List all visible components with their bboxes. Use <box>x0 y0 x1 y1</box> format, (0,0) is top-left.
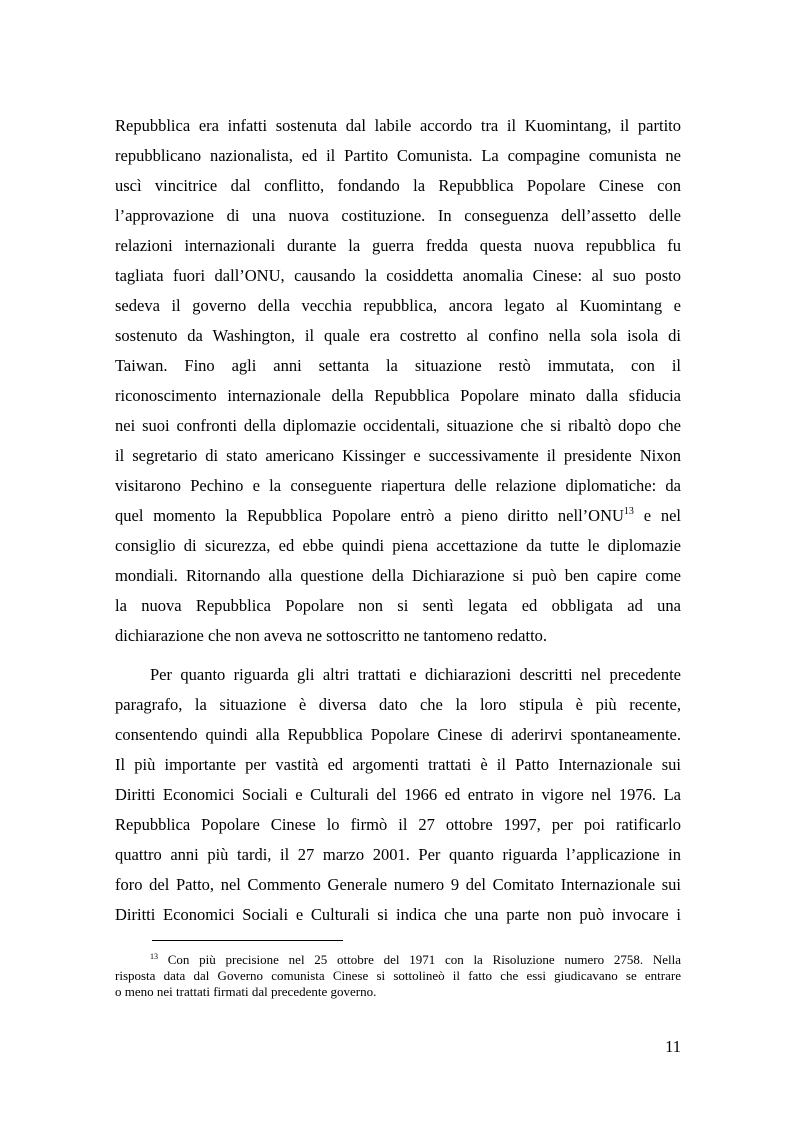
footnote <box>115 952 681 1000</box>
text-line: nei suoi confronti della diplomazie occidentali, situazione che si ribaltò dopo che <box>115 416 681 435</box>
footnote-line: risposta data dal Governo comunista Cinese si sottolineò il fatto che essi giudicavano se entrare <box>115 968 681 983</box>
text-line: tagliata fuori dall’ONU, causando la cosiddetta anomalia Cinese: al suo posto <box>115 266 681 285</box>
paragraph-1 <box>115 111 681 651</box>
text-line: dichiarazione che non aveva ne sottoscritto ne tantomeno redatto. <box>115 626 548 645</box>
footnote-line <box>115 952 681 968</box>
paragraph-2 <box>115 660 681 930</box>
text-line: Taiwan. Fino agli anni settanta la situazione restò immutata, con il <box>115 356 681 375</box>
text-line: relazioni internazionali durante la guerra fredda questa nuova repubblica fu <box>115 236 681 255</box>
text-line: foro del Patto, nel Commento Generale numero 9 del Comitato Internazionale sui <box>115 875 681 894</box>
text-line: Il più importante per vastità ed argomenti trattati è il Patto Internazionale sui <box>115 755 681 774</box>
footnote-text: Con più precisione nel 25 ottobre del 1971 con la Risoluzione numero 2758. Nella <box>167 952 682 967</box>
footnote-line: o meno nei trattati firmati dal precedente governo. <box>115 984 377 999</box>
text-line: consiglio di sicurezza, ed ebbe quindi piena accettazione da tutte le diplomazie <box>115 536 681 555</box>
text-line: Per quanto riguarda gli altri trattati e dichiarazioni descritti nel precedente <box>150 665 681 684</box>
text-line: repubblicano nazionalista, ed il Partito Comunista. La compagine comunista ne <box>115 146 681 165</box>
footnote-reference[interactable]: 13 <box>623 506 634 517</box>
paragraph-gap <box>115 651 681 660</box>
page-number: 11 <box>665 1037 681 1056</box>
text-segment: quel momento la Repubblica Popolare entrò a pieno diritto nell’ONU <box>115 506 624 525</box>
text-line: Diritti Economici Sociali e Culturali del 1966 ed entrato in vigore nel 1976. La <box>115 785 681 804</box>
text-line: quattro anni più tardi, il 27 marzo 2001. Per quanto riguarda l’applicazione in <box>115 845 681 864</box>
text-line: mondiali. Ritornando alla questione della Dichiarazione si può ben capire come <box>115 566 681 585</box>
text-line: paragrafo, la situazione è diversa dato che la loro stipula è più recente, <box>115 695 681 714</box>
footnote-number: 13 <box>150 952 158 961</box>
text-line: consentendo quindi alla Repubblica Popolare Cinese di aderirvi spontaneamente. <box>115 725 681 744</box>
text-line: Diritti Economici Sociali e Culturali si indica che una parte non può invocare i <box>115 905 681 924</box>
text-line: sostenuto da Washington, il quale era costretto al confino nella sola isola di <box>115 326 681 345</box>
text-line: il segretario di stato americano Kissinger e successivamente il presidente Nixon <box>115 446 681 465</box>
text-line: Repubblica era infatti sostenuta dal labile accordo tra il Kuomintang, il partito <box>115 116 681 135</box>
text-line: visitarono Pechino e la conseguente riapertura delle relazione diplomatiche: da <box>115 476 681 495</box>
text-segment: e nel <box>633 506 682 525</box>
main-text <box>115 111 681 930</box>
text-line: uscì vincitrice dal conflitto, fondando la Repubblica Popolare Cinese con <box>115 176 681 195</box>
footnote-separator <box>152 940 343 941</box>
text-line: riconoscimento internazionale della Repubblica Popolare minato dalla sfiducia <box>115 386 681 405</box>
text-line: l’approvazione di una nuova costituzione. In conseguenza dell’assetto delle <box>115 206 681 225</box>
text-line: la nuova Repubblica Popolare non si sentì legata ed obbligata ad una <box>115 596 681 615</box>
text-line: Repubblica Popolare Cinese lo firmò il 27 ottobre 1997, per poi ratificarlo <box>115 815 681 834</box>
text-line-with-footnote-ref <box>115 501 681 531</box>
text-line: sedeva il governo della vecchia repubblica, ancora legato al Kuomintang e <box>115 296 681 315</box>
